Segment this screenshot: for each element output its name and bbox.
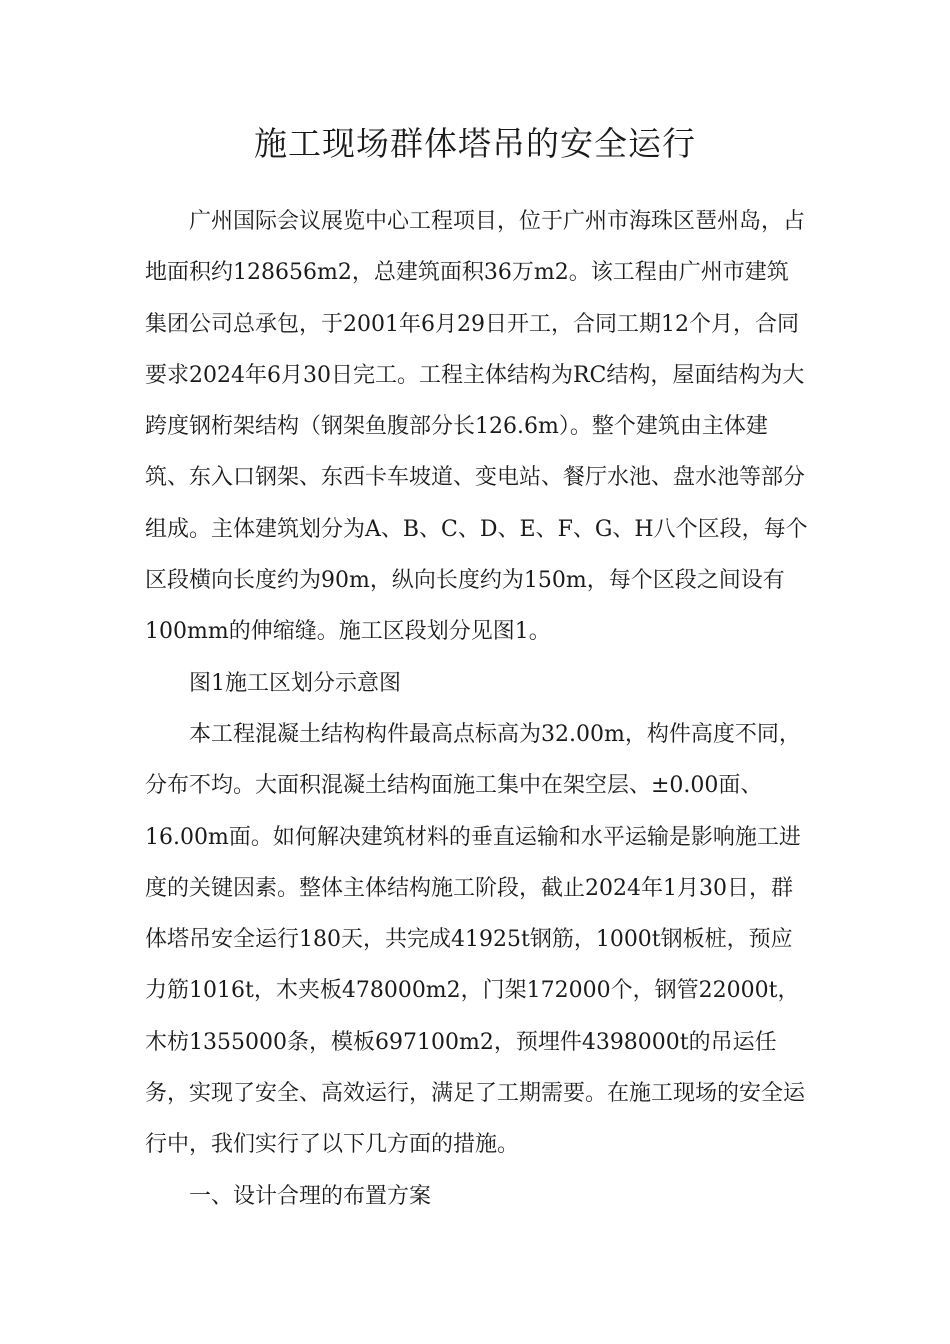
paragraph-project-overview: 广州国际会议展览中心工程项目，位于广州市海珠区琶州岛，占地面积约128656m2，总建筑面积36万m2。该工程由广州市建筑集团公司总承包，于2001年6月29日开工，合同工期12个月，合同要求2024年6月30日完工。工程主体结构为RC结构，屋面结构为大跨度钢桁架结构（钢架鱼腹部分长126.6m）。整个建筑由主体建筑、东入口钢架、东西卡车坡道、变电站、餐厅水池、盘水池等部分组成。主体建筑划分为A、B、C、D、E、F、G、H八个区段，每个区段横向长度约为90m，纵向长度约为150m，每个区段之间设有100mm的伸缩缝。施工区段划分见图1。 (145, 209, 808, 645)
figure-caption: 图1施工区划分示意图 (189, 670, 401, 696)
document-body (145, 196, 810, 1222)
paragraph-construction-progress: 本工程混凝土结构构件最高点标高为32.00m，构件高度不同，分布不均。大面积混凝土结构面施工集中在架空层、±0.00面、16.00m面。如何解决建筑材料的垂直运输和水平运输是影响施工进度的关键因素。整体主体结构施工阶段，截止2024年1月30日，群体塔吊安全运行180天，共完成41925t钢筋，1000t钢板桩，预应力筋1016t，木夹板478000m2，门架172000个，钢管22000t，木枋1355000条，模板697100m2，预埋件4398000t的吊运任务，实现了安全、高效运行，满足了工期需要。在施工现场的安全运行中，我们实行了以下几方面的措施。 (145, 721, 806, 1158)
document-title: 施工现场群体塔吊的安全运行 (254, 124, 696, 163)
section-heading: 一、设计合理的布置方案 (189, 1183, 432, 1209)
